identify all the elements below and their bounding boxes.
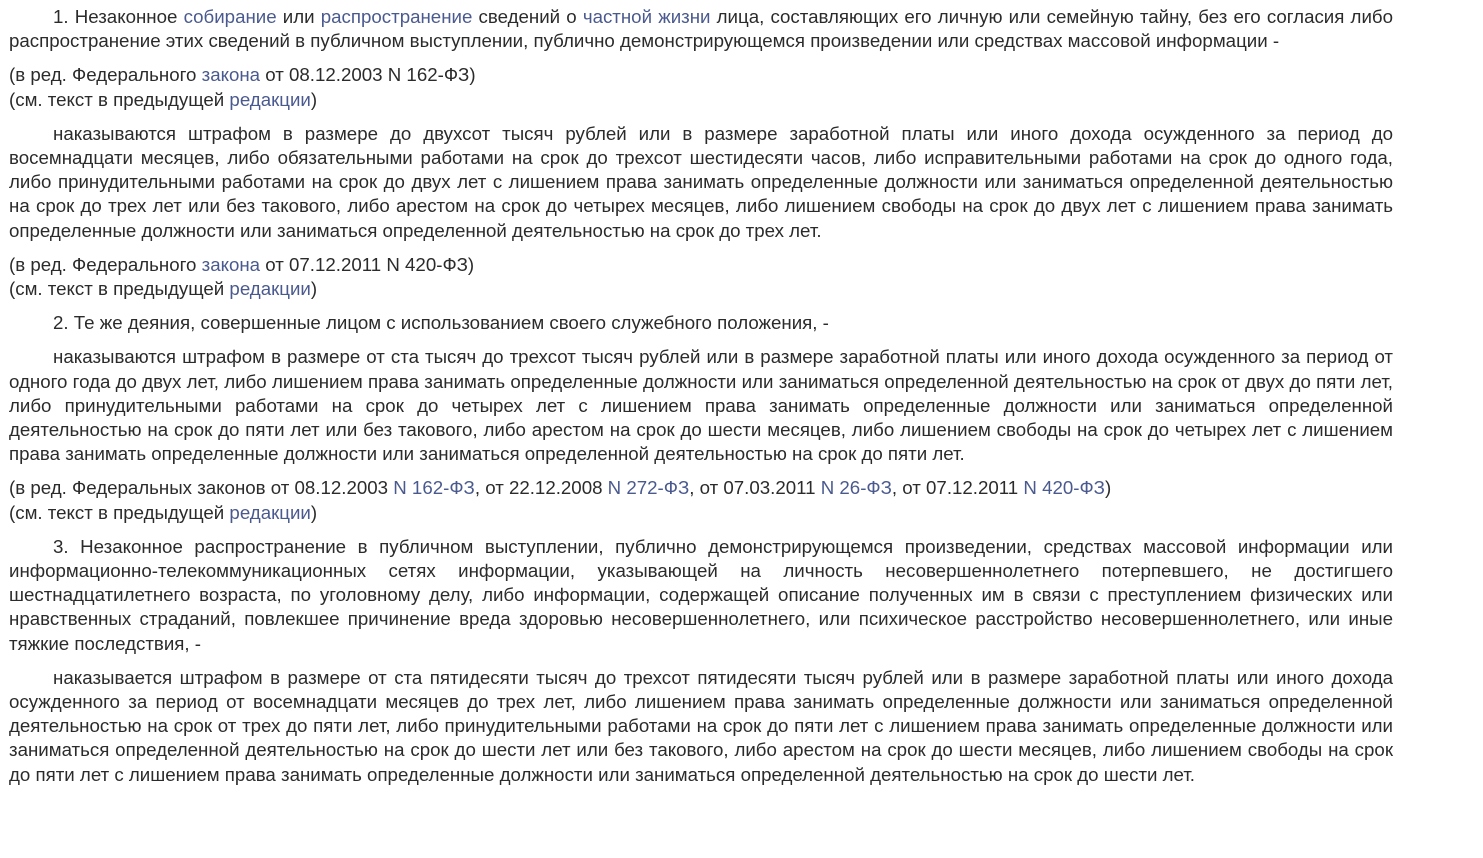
text-fragment: (см. текст в предыдущей [9, 88, 230, 110]
link-redakcii[interactable]: редакции [229, 501, 311, 523]
spacer [9, 243, 1393, 253]
link-zakon[interactable]: закона [201, 64, 261, 86]
paragraph-part-2: 2. Те же деяния, совершенные лицом с использованием своего служебного положения, - [53, 312, 829, 334]
text-fragment: от 08.12.2003 N 162-ФЗ) [260, 64, 476, 86]
spacer [9, 656, 1393, 666]
amendment-note [9, 63, 1393, 87]
link-law-162[interactable]: N 162-ФЗ [393, 477, 475, 499]
text-fragment: или [276, 6, 321, 27]
spacer [9, 466, 1393, 476]
link-redakcii[interactable]: редакции [229, 278, 311, 300]
text-fragment: (в ред. Федерального [9, 64, 202, 86]
text-fragment: (в ред. Федерального [9, 253, 202, 275]
link-redakcii[interactable]: редакции [229, 88, 311, 110]
link-sobiranie[interactable]: собирание [183, 6, 277, 27]
paragraph-part-1 [9, 5, 1393, 53]
text-fragment: 1. Незаконное [53, 6, 184, 27]
previous-edition-note [9, 88, 1393, 112]
spacer [9, 335, 1393, 345]
link-law-272[interactable]: N 272-ФЗ [607, 477, 690, 499]
text-fragment: лица, составляющих его личную или семейную тайну, без его согласия либо распространение этих сведений в публичном выступлении, публично демонстрирующемся произведении или средствах массовой информации - [9, 6, 1393, 52]
paragraph-penalty-2: наказываются штрафом в размере от ста тысяч до трехсот тысяч рублей или в размере заработной платы или иного дохода осужденного за период от одного года до двух лет, либо лишением права занимать определенные должности или заниматься определенной деятельностью на срок от двух до пяти лет, либо принудительными работами на срок до четырех лет с лишением права занимать определенные должности или заниматься определенной деятельностью на срок до пяти лет или без такового, либо арестом на срок до шести месяцев, либо лишением свободы на срок до четырех лет с лишением права занимать определенные должности или заниматься определенной деятельностью на срок до пяти лет. [9, 346, 1393, 465]
spacer [9, 53, 1393, 63]
text-fragment: ) [310, 278, 318, 300]
paragraph-part-3: 3. Незаконное распространение в публичном выступлении, публично демонстрирующемся произведении, средствах массовой информации или информационно-телекоммуникационных сетях информации, указывающей на личность несовершеннолетнего потерпевшего, не достигшего шестнадцатилетнего возраста, по уголовному делу, либо информации, содержащей описание полученных им в связи с преступлением физических или нравственных страданий, повлекшее причинение вреда здоровью несовершеннолетнего, или психическое расстройство несовершеннолетнего, или иные тяжкие последствия, - [9, 535, 1393, 654]
text-fragment: (в ред. Федеральных законов от 08.12.2003 [9, 477, 394, 499]
text-fragment: , от 07.12.2011 [891, 477, 1024, 499]
legal-text-document [9, 5, 1393, 787]
text-fragment: ) [310, 501, 318, 523]
spacer [9, 301, 1393, 311]
text-fragment: , от 07.03.2011 [689, 477, 821, 499]
link-zakon[interactable]: закона [201, 253, 261, 275]
link-rasprostranenie[interactable]: распространение [320, 6, 473, 27]
link-law-26[interactable]: N 26-ФЗ [820, 477, 892, 499]
previous-edition-note [9, 501, 1393, 525]
text-fragment: (см. текст в предыдущей [9, 278, 230, 300]
paragraph-penalty-3: наказывается штрафом в размере от ста пятидесяти тысяч до трехсот пятидесяти тысяч рублей или в размере заработной платы или иного дохода осужденного за период от восемнадцати месяцев до трех лет, либо лишением права занимать определенные должности или заниматься определенной деятельностью на срок от трех до пяти лет, либо принудительными работами на срок до пяти лет с лишением права занимать определенные должности или заниматься определенной деятельностью на срок до шести лет или без такового, либо арестом на срок до шести месяцев, либо лишением свободы на срок до пяти лет с лишением права занимать определенные должности или заниматься определенной деятельностью на срок до шести лет. [9, 666, 1393, 785]
text-fragment: от 07.12.2011 N 420-ФЗ) [260, 253, 475, 275]
text-fragment: (см. текст в предыдущей [9, 501, 230, 523]
text-fragment: ) [310, 88, 318, 110]
text-fragment: сведений о [472, 6, 583, 27]
amendment-note [9, 253, 1393, 277]
paragraph-penalty-1: наказываются штрафом в размере до двухсот тысяч рублей или в размере заработной платы или иного дохода осужденного за период до восемнадцати месяцев, либо обязательными работами на срок до трехсот шестидесяти часов, либо исправительными работами на срок до одного года, либо принудительными работами на срок до двух лет с лишением права занимать определенные должности или заниматься определенной деятельностью на срок до трех лет или без такового, либо арестом на срок до четырех месяцев, либо лишением свободы на срок до двух лет с лишением права занимать определенные должности или заниматься определенной деятельностью на срок до трех лет. [9, 122, 1393, 241]
text-fragment: , от 22.12.2008 [474, 477, 608, 499]
text-fragment: ) [1104, 477, 1112, 499]
spacer [9, 112, 1393, 122]
spacer [9, 525, 1393, 535]
amendment-note [9, 476, 1393, 500]
link-law-420[interactable]: N 420-ФЗ [1023, 477, 1105, 499]
previous-edition-note [9, 277, 1393, 301]
link-chastnaya-zhizn[interactable]: частной жизни [582, 6, 711, 27]
